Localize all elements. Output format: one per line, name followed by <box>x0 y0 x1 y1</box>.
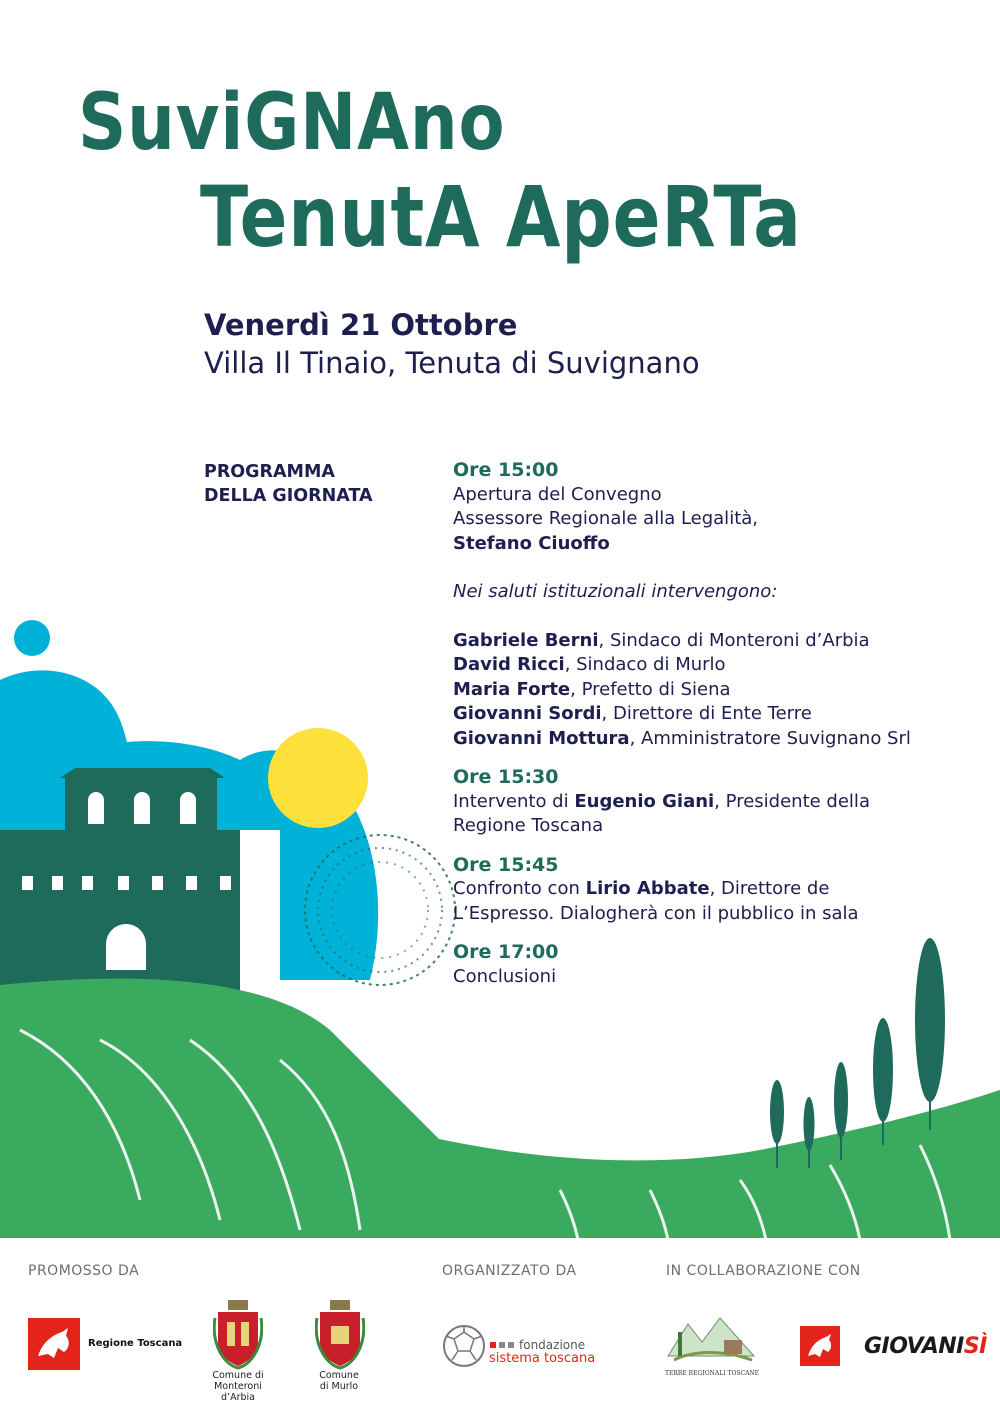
murlo-caption-line1: Comune <box>319 1370 359 1381</box>
session-3-pre: Confronto con <box>453 878 586 899</box>
fondazione-text-2: sistema toscana <box>489 1351 596 1366</box>
organized-by-label: ORGANIZZATO DA <box>442 1263 577 1279</box>
speaker-name: Maria Forte <box>453 678 571 700</box>
session-2-line1 <box>453 790 993 815</box>
speaker-row <box>453 678 993 703</box>
session-1-line3: Stefano Ciuoffo <box>453 532 610 554</box>
session-4-line1: Conclusioni <box>453 965 557 987</box>
session-3-time: Ore 15:45 <box>453 853 559 876</box>
fondazione-ball-icon <box>442 1324 486 1368</box>
giovanisi-logo <box>864 1334 987 1359</box>
session-3-speaker: Lirio Abbate <box>585 878 710 899</box>
monteroni-caption-line1: Comune di <box>212 1370 264 1381</box>
speaker-role: , Prefetto di Siena <box>570 678 731 700</box>
session-3-line1 <box>453 877 993 902</box>
speaker-row <box>453 653 993 678</box>
yellow-sun <box>268 728 368 828</box>
event-date: Venerdì 21 Ottobre <box>204 308 518 342</box>
speaker-name: Gabriele Berni <box>453 629 599 651</box>
speaker-role: , Amministratore Suvignano Srl <box>629 727 911 749</box>
session-3-line2: L’Espresso. Dialogherà con il pubblico in sala <box>453 902 859 924</box>
regione-toscana-small-logo <box>800 1326 840 1366</box>
programme-heading-line2: DELLA GIORNATA <box>204 486 373 506</box>
session-2-speaker: Eugenio Giani <box>574 790 715 812</box>
session-1-intro: Nei saluti istituzionali intervengono: <box>453 581 778 602</box>
murlo-crest-icon <box>315 1298 365 1370</box>
green-hill-right <box>400 1090 1000 1240</box>
terre-regionali-logo <box>664 1312 758 1370</box>
regione-toscana-logo <box>28 1318 80 1370</box>
cyan-small-dot <box>14 620 50 656</box>
programme-heading <box>204 460 373 508</box>
green-hill-left <box>0 979 460 1240</box>
monteroni-caption <box>196 1370 280 1403</box>
session-4-time: Ore 17:00 <box>453 941 559 963</box>
session-3-post: , Direttore de <box>709 878 830 899</box>
speaker-name: Giovanni Sordi <box>453 703 602 724</box>
monteroni-caption-line2: Monteroni d’Arbia <box>214 1381 262 1403</box>
session-1-line2: Assessore Regionale alla Legalità, <box>453 508 758 529</box>
speaker-role: , Sindaco di Monteroni d’Arbia <box>598 629 870 651</box>
session-2-post: , Presidente della <box>714 790 870 812</box>
speaker-row <box>453 727 993 752</box>
giovanisi-accent: SÌ <box>963 1334 987 1359</box>
speaker-role: , Direttore di Ente Terre <box>601 703 812 724</box>
session-2-line2: Regione Toscana <box>453 815 604 836</box>
session-1-line1: Apertura del Convegno <box>453 483 662 505</box>
event-venue: Villa Il Tinaio, Tenuta di Suvignano <box>204 346 700 380</box>
collaboration-label: IN COLLABORAZIONE CON <box>666 1263 861 1279</box>
speaker-row <box>453 629 993 654</box>
speaker-name: Giovanni Mottura <box>453 727 630 749</box>
speaker-role: , Sindaco di Murlo <box>564 654 726 675</box>
murlo-caption <box>304 1370 374 1392</box>
murlo-caption-line2: di Murlo <box>319 1381 359 1392</box>
programme-heading-line1: PROGRAMMA <box>204 462 335 482</box>
title-line-2: TenutA ApeRTa <box>200 168 802 266</box>
speaker-row <box>453 702 993 727</box>
terre-regionali-caption: TERRE REGIONALI TOSCANE <box>664 1370 760 1377</box>
fondazione-square-icon <box>490 1342 496 1348</box>
giovanisi-main: GIOVANI <box>864 1334 964 1359</box>
regione-toscana-text: Regione Toscana <box>88 1338 183 1349</box>
fondazione-text-1: fondazione <box>519 1338 586 1352</box>
title-line-1: SuviGNAno <box>78 78 506 168</box>
session-2-time: Ore 15:30 <box>453 766 559 788</box>
monteroni-crest-icon <box>213 1298 263 1370</box>
session-1-time: Ore 15:00 <box>453 459 559 481</box>
promoted-by-label: PROMOSSO DA <box>28 1263 140 1279</box>
session-2-pre: Intervento di <box>453 790 575 812</box>
fondazione-square-icon <box>508 1342 514 1348</box>
programme-body <box>453 458 993 989</box>
speaker-name: David Ricci <box>453 654 565 675</box>
fondazione-square-icon <box>499 1342 505 1348</box>
